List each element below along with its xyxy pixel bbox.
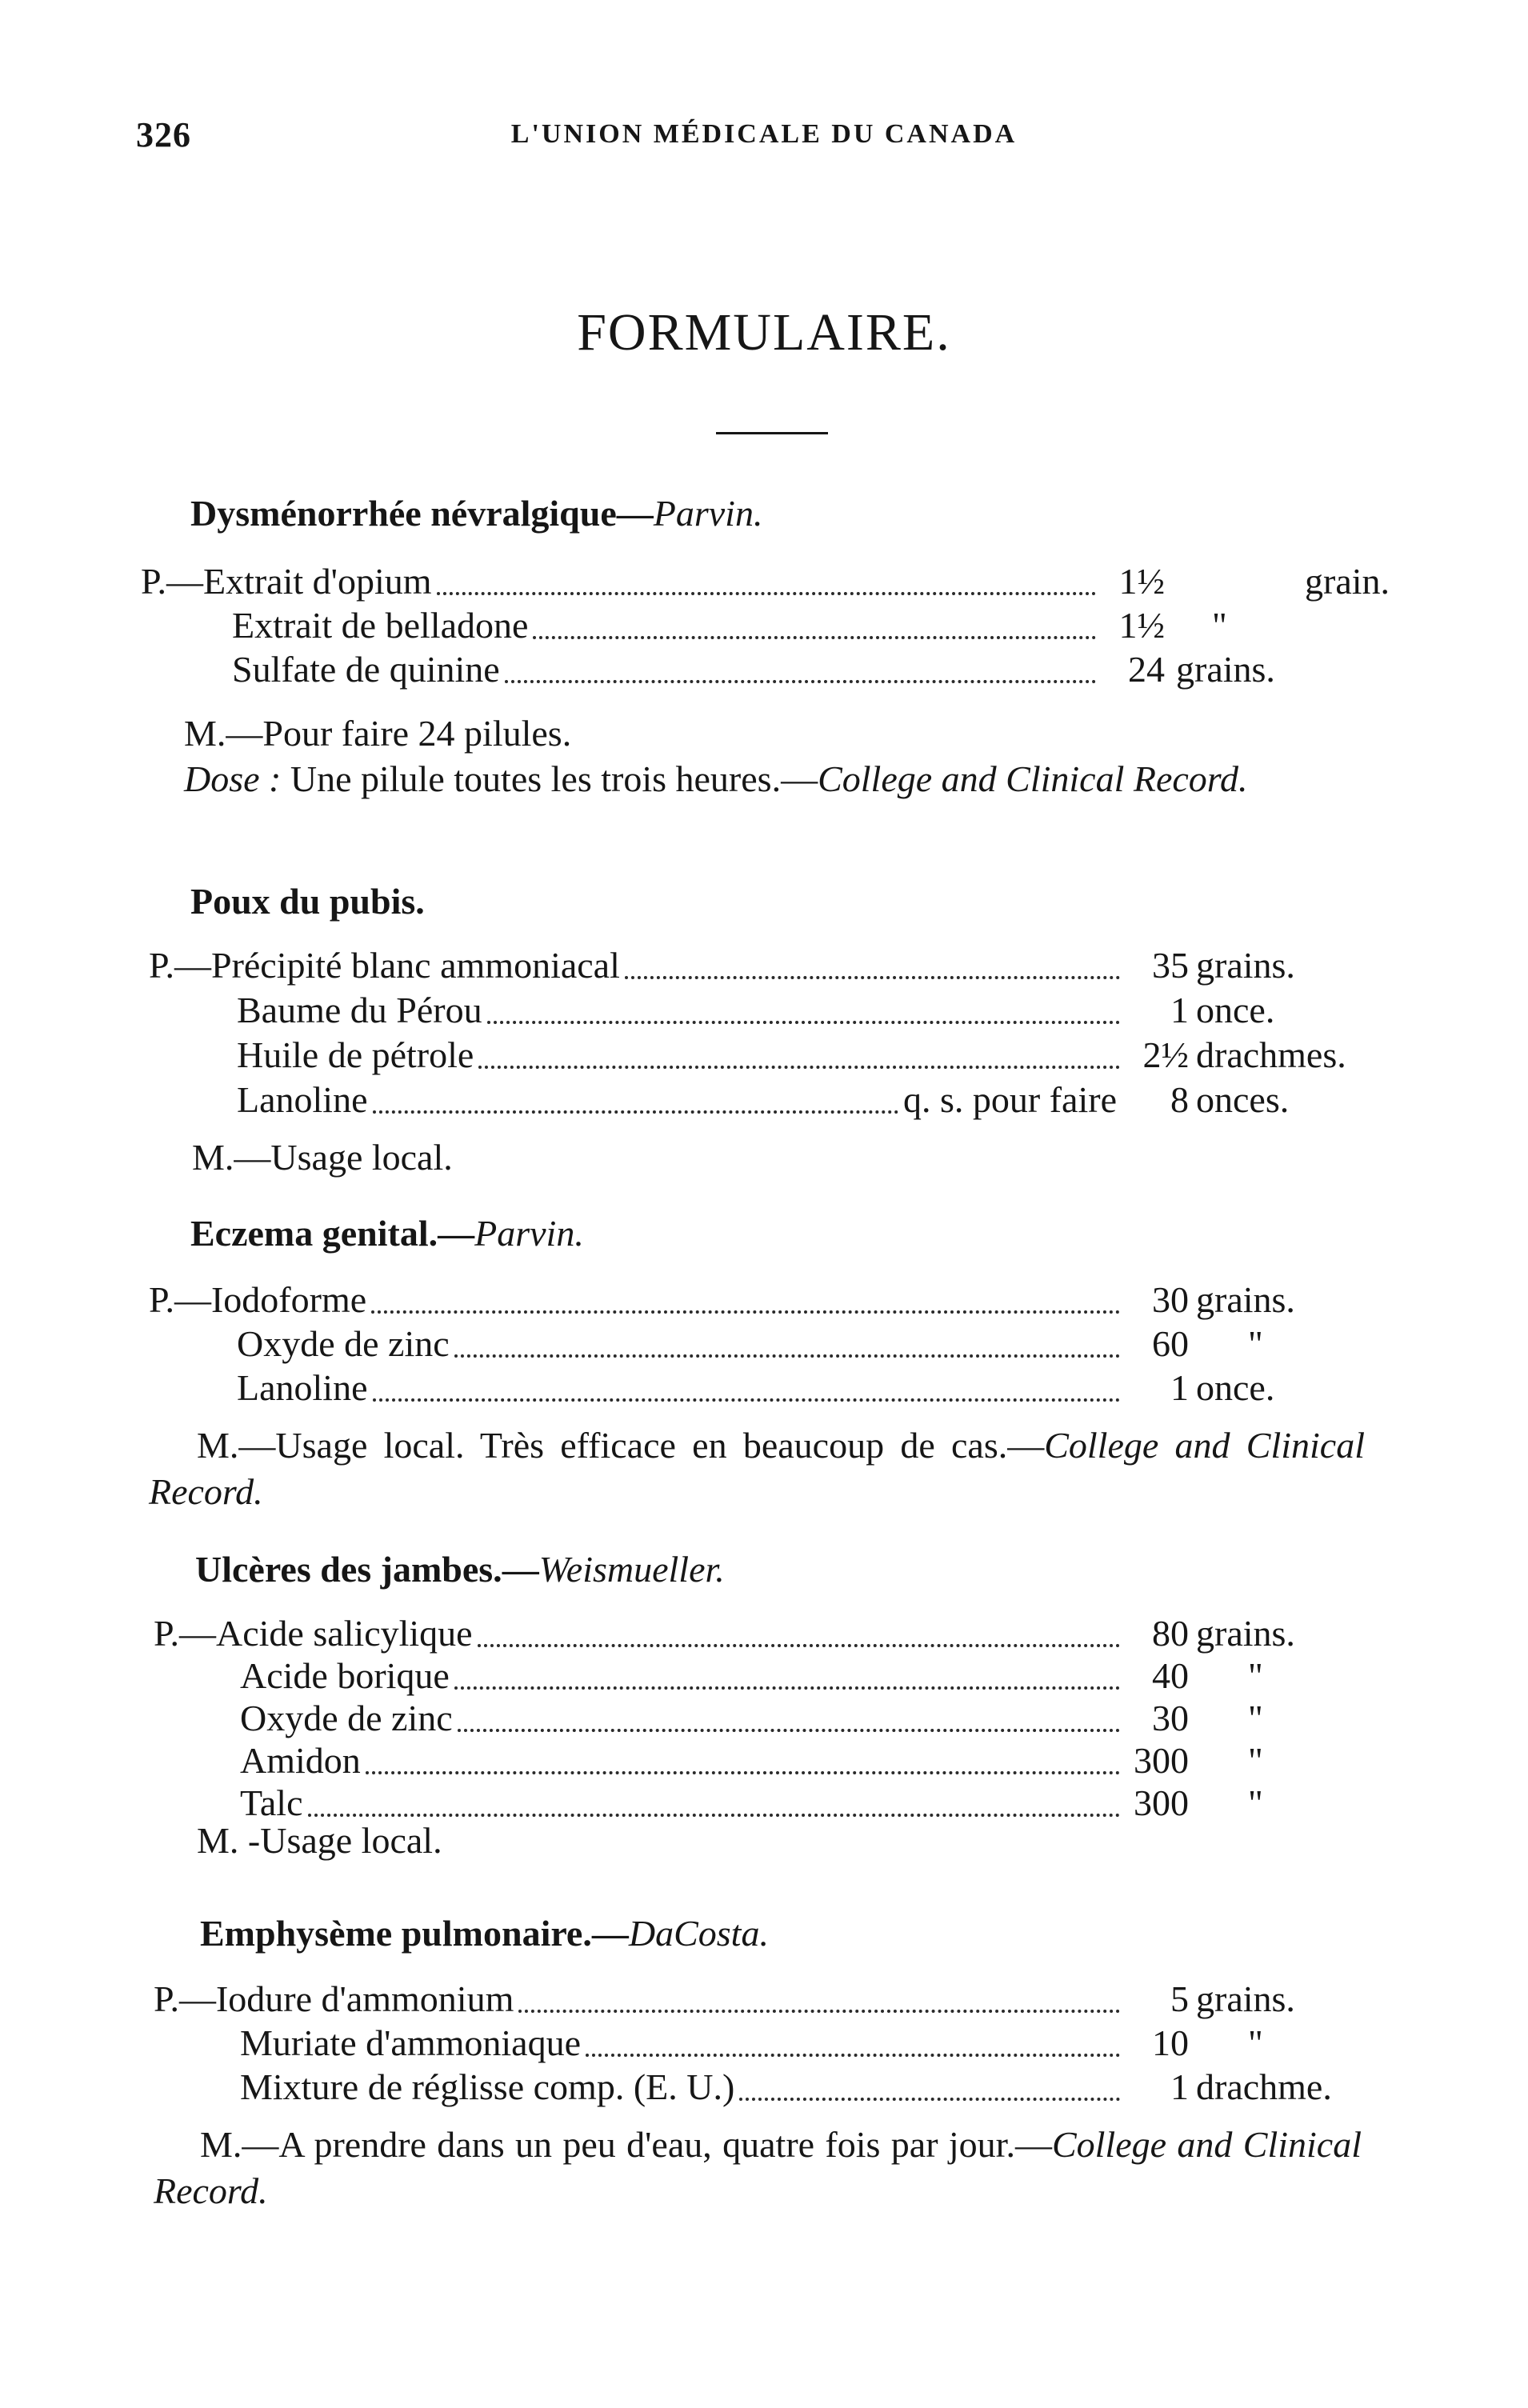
dot-leader (739, 2098, 1120, 2101)
heading-dash: — (591, 1913, 629, 1954)
dot-leader (458, 1729, 1120, 1732)
heading-dash: — (502, 1549, 539, 1590)
ingredient-quantity: 5 (1170, 1978, 1189, 2019)
formula-heading (200, 1912, 769, 1954)
ingredient-name: Talc (240, 1782, 303, 1823)
dot-leader (373, 1398, 1121, 1402)
dot-leader (505, 680, 1096, 683)
dot-leader (366, 1771, 1120, 1774)
ingredient-name: Oxyde de zinc (237, 1323, 450, 1364)
ingredient-quantity: 40 (1152, 1655, 1189, 1696)
prescription-prefix: P.— (149, 945, 211, 986)
formula-note (197, 1818, 1365, 1864)
ingredient-line (154, 1612, 1295, 1657)
dot-leader (518, 2010, 1120, 2013)
prescription-prefix: P.— (149, 1279, 211, 1320)
ingredient-unit: grains. (1196, 1978, 1295, 2019)
ingredient-quantity: 30 (1152, 1698, 1189, 1738)
ingredient-name: Muriate d'ammoniaque (240, 2022, 581, 2063)
formula-author: Parvin. (653, 493, 763, 534)
dot-leader (533, 636, 1096, 639)
ingredient-quantity: 2½ (1142, 1034, 1189, 1075)
journal-title: L'UNION MÉDICALE DU CANADA (510, 119, 1018, 149)
ingredient-name: Sulfate de quinine (232, 649, 500, 690)
ingredient-name: Lanoline (237, 1367, 368, 1408)
formula-heading (195, 1548, 725, 1590)
formula-author: Weismueller. (538, 1549, 725, 1590)
ingredient-line (149, 1278, 1295, 1323)
ingredient-quantity: 80 (1152, 1613, 1189, 1654)
dot-leader (371, 1310, 1120, 1314)
note-text: M.—Usage local. Très efficace en beaucoup de cas.— (197, 1425, 1045, 1466)
heading-dash: — (616, 493, 654, 534)
dot-leader (454, 1354, 1120, 1358)
quantity-qualifier: q. s. pour faire (903, 1079, 1117, 1120)
ingredient-line (240, 2066, 1332, 2110)
ingredient-line (232, 604, 1227, 649)
ingredient-line (240, 1697, 1263, 1742)
ingredient-quantity: 35 (1152, 945, 1189, 986)
title-rule (716, 432, 828, 434)
ingredient-unit: grains. (1196, 1279, 1295, 1320)
ingredient-line (240, 1739, 1263, 1784)
ingredient-name: Mixture de réglisse comp. (E. U.) (240, 2066, 735, 2107)
ingredient-name: Acide salicylique (215, 1613, 473, 1654)
ingredient-line (154, 1978, 1295, 2022)
running-head (0, 114, 1528, 154)
ingredient-quantity: 10 (1152, 2022, 1189, 2063)
ingredient-unit: " (1212, 605, 1227, 646)
ingredient-unit: drachmes. (1196, 1034, 1346, 1075)
formula-heading (190, 1212, 584, 1254)
formula-heading (190, 492, 762, 534)
ingredient-name: Huile de pétrole (237, 1034, 474, 1075)
ingredient-quantity: 1 (1170, 1367, 1189, 1408)
formula-note (149, 1422, 1365, 1515)
ingredient-unit: once. (1196, 990, 1275, 1030)
ingredient-name: Extrait de belladone (232, 605, 529, 646)
ingredient-name: Iodoforme (210, 1279, 367, 1320)
ingredient-unit: once. (1196, 1367, 1275, 1408)
note-text: M. -Usage local. (197, 1820, 442, 1861)
page-number: 326 (136, 115, 191, 154)
ingredient-unit: grain. (1305, 561, 1390, 602)
ingredient-unit: " (1248, 2022, 1263, 2063)
dose-label: Dose : (184, 758, 282, 799)
ingredient-line (149, 944, 1295, 989)
dot-leader (373, 1110, 899, 1114)
ingredient-name: Acide borique (240, 1655, 450, 1696)
heading-dash: — (438, 1213, 475, 1254)
dot-leader (478, 1644, 1120, 1647)
note-text: Une pilule toutes les trois heures.— (281, 758, 818, 799)
section-title: FORMULAIRE. (577, 303, 951, 362)
ingredient-line (240, 2022, 1263, 2066)
dot-leader (487, 1021, 1120, 1024)
formula-title: Eczema genital. (190, 1213, 438, 1254)
note-source: College and Clinical Record. (154, 2124, 1362, 2211)
ingredient-name: Baume du Pérou (237, 990, 482, 1030)
ingredient-quantity: 1 (1170, 990, 1189, 1030)
ingredient-quantity: 24 (1128, 649, 1165, 690)
ingredient-line (237, 1322, 1263, 1367)
ingredient-line (237, 989, 1275, 1034)
prescription-prefix: P.— (141, 561, 203, 602)
ingredient-line (232, 648, 1275, 693)
ingredient-name: Lanoline (237, 1079, 368, 1120)
ingredient-quantity: 30 (1152, 1279, 1189, 1320)
formula-title: Emphysème pulmonaire. (200, 1913, 592, 1954)
ingredient-quantity: 1 (1170, 2066, 1189, 2107)
formula-heading (190, 880, 425, 922)
ingredient-unit: " (1248, 1655, 1263, 1696)
ingredient-quantity: 1½ (1118, 605, 1165, 646)
ingredient-unit: " (1248, 1323, 1263, 1364)
formula-title: Poux du pubis. (190, 881, 425, 922)
formula-note (154, 2122, 1362, 2214)
ingredient-unit: grains. (1196, 945, 1295, 986)
ingredient-unit: onces. (1196, 1079, 1290, 1120)
ingredient-unit: " (1248, 1698, 1263, 1738)
note-text: M.—Pour faire 24 pilules. (184, 713, 572, 754)
formula-author: DaCosta. (628, 1913, 769, 1954)
formula-author: Parvin. (474, 1213, 584, 1254)
formula-note (184, 710, 1376, 757)
dot-leader (478, 1066, 1120, 1069)
note-source: College and Clinical Record. (818, 758, 1248, 799)
formula-title: Ulcères des jambes. (195, 1549, 502, 1590)
ingredient-line (237, 1366, 1275, 1411)
ingredient-unit: " (1248, 1740, 1263, 1781)
dot-leader (437, 592, 1096, 595)
dot-leader (308, 1814, 1120, 1817)
prescription-prefix: P.— (154, 1613, 216, 1654)
formula-note (192, 1134, 1376, 1181)
note-text: M.—Usage local. (192, 1137, 453, 1178)
ingredient-quantity: 300 (1134, 1782, 1189, 1823)
ingredient-unit: grains. (1196, 1613, 1295, 1654)
ingredient-name: Oxyde de zinc (240, 1698, 453, 1738)
ingredient-line (237, 1078, 1290, 1123)
ingredient-name: Extrait d'opium (202, 561, 432, 602)
prescription-prefix: P.— (154, 1978, 216, 2019)
ingredient-line (237, 1034, 1346, 1078)
ingredient-name: Iodure d'ammonium (215, 1978, 514, 2019)
ingredient-unit: drachme. (1196, 2066, 1332, 2107)
ingredient-quantity: 300 (1134, 1740, 1189, 1781)
ingredient-line (240, 1654, 1263, 1699)
ingredient-name: Précipité blanc ammoniacal (210, 945, 620, 986)
ingredient-name: Amidon (240, 1740, 361, 1781)
ingredient-quantity: 60 (1152, 1323, 1189, 1364)
ingredient-quantity: 1½ (1118, 561, 1165, 602)
note-source: College and Clinical Record. (149, 1425, 1365, 1512)
formula-title: Dysménorrhée névralgique (190, 493, 617, 534)
ingredient-unit: grains. (1176, 649, 1275, 690)
dot-leader (454, 1686, 1120, 1690)
ingredient-unit: " (1248, 1782, 1263, 1823)
dot-leader (586, 2054, 1120, 2057)
note-text: M.—A prendre dans un peu d'eau, quatre fois par jour.— (200, 2124, 1052, 2165)
formula-note (141, 756, 1381, 802)
ingredient-quantity: 8 (1170, 1079, 1189, 1120)
dot-leader (625, 976, 1120, 979)
ingredient-line (141, 560, 1390, 605)
